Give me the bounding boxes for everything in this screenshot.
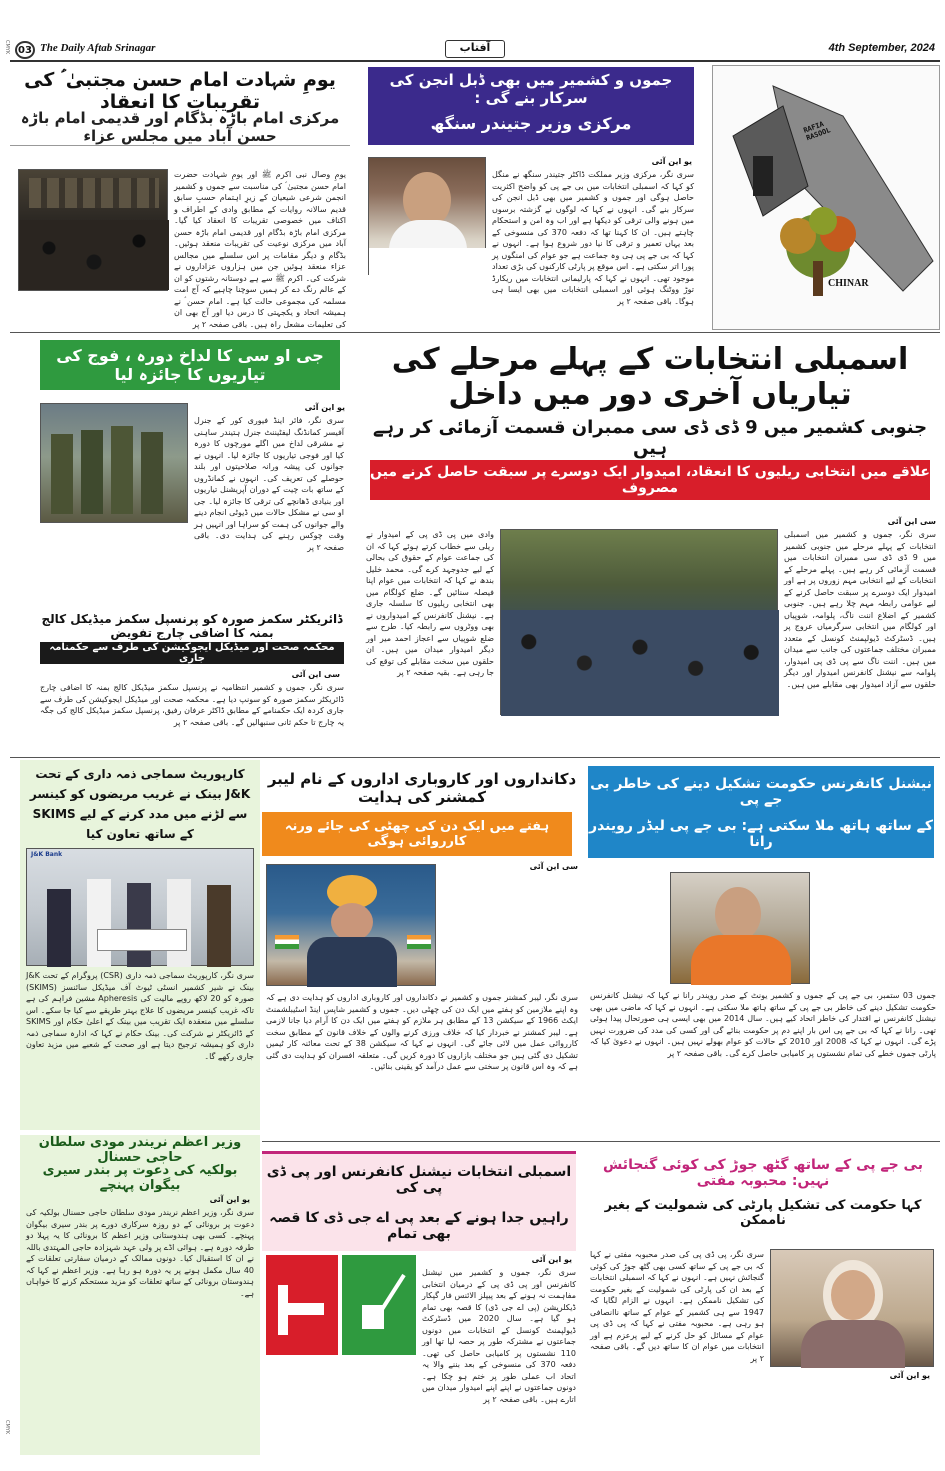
skims-principal-subhead: محکمہ صحت اور میڈیکل ایجوکیشن کی طرف سے حکمنامہ جاری xyxy=(49,642,335,664)
skims-principal-headline: ڈائریکٹر سکمز صورہ کو پرنسپل سکمز میڈیکل کالج بمنہ کا اضافی چارج تفویض xyxy=(41,612,343,640)
story-main xyxy=(360,335,940,755)
goc-photo xyxy=(40,403,188,523)
goc-body-cont xyxy=(40,527,344,599)
shops-subhead: ہفتے میں ایک دن کی چھٹی کی جائے ورنہ کارروائی ہوگی xyxy=(284,819,550,849)
story-imam xyxy=(10,65,350,330)
shops-headline: دکانداروں اور کاروباری اداروں کے نام لیبر کمشنر کی ہدایت xyxy=(267,770,577,806)
main-banner-text: علاقے میں انتخابی ریلیوں کا انعقاد، امیدوار ایک دوسرے پر سبقت حاصل کرنے میں مصروف xyxy=(370,464,930,496)
modi-sultan-body: سری نگر، وزیر اعظم نریندر مودی سلطان حاجی حسنال بولکیہ کی دعوت پر برونائی کے دو روزہ سرکاری دورے پر بندر سیری بیگوان پہنچے۔ کسی بھی ہندوستانی وزیر اعظم کا برونائی کا یہ پہلا دو طرفہ دورہ ہے۔ ہوائی اڈے پر ولی عہد شہزادہ حاجی المہتدی باللہ نے ان کا استقبال کیا۔ دونوں ممالک کے درمیان سفارتی تعلقات کے 40 سال مکمل ہونے پر یہ دورہ ہو رہا ہے۔ وزیر اعظم نے کہا کہ ہندوستان برونائی کے ساتھ تعلقات کو مزید مستحکم کرنے کا خواہاں ہے۔ xyxy=(26,1208,254,1298)
cartoon-drawing xyxy=(713,66,939,329)
main-headline: اسمبلی انتخابات کے پہلے مرحلے کی تیاریاں آخری دور میں داخل xyxy=(391,342,909,412)
masthead xyxy=(10,40,940,60)
bjp-engine-headline-1: جموں و کشمیر میں بھی ڈبل انجن کی سرکار بنے گی : xyxy=(389,71,673,107)
ravinder-body-side xyxy=(814,872,936,984)
jk-bank-photo-logo: J&K Bank xyxy=(31,851,63,858)
story-jk-bank xyxy=(20,760,260,1130)
shops-body-right xyxy=(442,876,578,986)
page-number: 03 xyxy=(18,44,32,56)
ravinder-banner xyxy=(588,766,934,858)
goc-dateline: یو این آئی xyxy=(304,403,345,412)
story-ravinder xyxy=(586,760,940,1138)
mehbooba-photo xyxy=(770,1249,934,1367)
story-modi-sultan xyxy=(20,1135,260,1455)
bjp-engine-body: سری نگر، مرکزی وزیر مملکت ڈاکٹر جتیندر سنگھ نے منگل کو کہا کہ اسمبلی انتخابات میں بی جے پی کو واضح اکثریت حاصل ہوگی اور جموں و کشمیر میں بھی ڈبل انجن کی سرکار بنے گی۔ انہوں نے کہا کہ لوگوں نے گزشتہ برسوں میں ہونے والی ترقی کو دیکھا ہے اور اب وہ امن و استحکام چاہتے ہیں۔ ان کا کہنا تھا کہ دفعہ 370 کی منسوخی کے بعد یہاں تعمیر و ترقی کا نیا دور شروع ہوا ہے۔ انہوں نے کہا کہ بی جے پی ہی وہ جماعت ہے جو عوام کی امنگوں پر پورا اتر سکتی ہے۔ اس موقع پر پارٹی کارکنوں کی بڑی تعداد موجود تھی۔ انہوں نے کہا کہ پارلیمانی انتخابات میں ریکارڈ توڑ ووٹنگ ہوئی اور اسمبلی انتخابات میں بھی ایسا ہی ہوگا۔ باقی صفحہ ۲ پر xyxy=(492,170,694,306)
nc-pdp-dateline: یو این آئی xyxy=(531,1255,572,1264)
labour-commissioner-photo xyxy=(266,864,436,986)
row2-rule xyxy=(10,757,940,758)
jk-bank-body: سری نگر، کارپوریٹ سماجی ذمہ داری (CSR) پروگرام کے تحت J&K بینک نے شیر کشمیر انسٹی ٹیوٹ آف میڈیکل سائنسز (SKIMS) صورہ کو 20 لاکھ روپے مالیت کی Apheresis مشین فراہم کی ہے تاکہ غریب کینسر مریضوں کا علاج بہتر طریقے سے کیا جا سکے۔ اس سلسلے میں منعقدہ ایک تقریب میں بینک کے اعلیٰ حکام اور SKIMS کے ڈائریکٹر نے شرکت کی۔ بینک حکام نے کہا کہ ادارہ سماجی ذمہ داری کو ہمیشہ ترجیح دیتا ہے اور صحت کے شعبے میں مزید تعاون جاری رکھے گا۔ xyxy=(26,971,255,1061)
jk-bank-headline: کارپوریٹ سماجی ذمہ داری کے تحت J&K بینک نے غریب مریضوں کو کینسر سے لڑنے میں مدد کرنے کے لیے SKIMS کے ساتھ تعاون کیا xyxy=(29,767,251,841)
pdp-inkpot-logo xyxy=(342,1255,416,1355)
goc-body: سری نگر، فائر اینڈ فیوری کور کے جنرل آفیسر کمانڈنگ لیفٹیننٹ جنرل ہتیندر ساہنی نے مشرقی لداخ میں اگلے مورچوں کا دورہ کیا اور فوجی تیاریوں کا جائزہ لیا۔ انہوں نے جوانوں کی پیشہ ورانہ صلاحیتوں اور بلند حوصلے کی تعریف کی۔ انہوں نے کمانڈروں کے ساتھ بات چیت کے دوران آپریشنل تیاریوں اور بنیادی ڈھانچے کی ترقی کا جائزہ لیا۔ جی او سی نے مشکل حالات میں ڈیوٹی انجام دینے والے جوانوں کی ہمت کو سراہا اور انہیں ہر وقت چوکس رہنے کی ہدایت دی۔ باقی صفحہ ۲ پر xyxy=(194,416,344,552)
modi-sultan-headline-2: بولکیہ کی دعوت پر بندر سیری بیگوان پہنچے xyxy=(42,1163,238,1193)
nc-pdp-headline-2: راہیں جدا ہونے کے بعد پی اے جی ڈی کا قصہ بھی تمام xyxy=(269,1210,569,1242)
skims-principal-dateline: سی این آئی xyxy=(291,670,340,679)
side-mark-bottom: CMYK xyxy=(4,1420,10,1435)
jitendra-singh-photo xyxy=(368,157,486,275)
cartoon xyxy=(712,65,940,330)
side-mark-top: CMYK xyxy=(4,40,10,55)
main-body-left: وادی میں پی ڈی پی کے امیدوار نے ریلی سے خطاب کرتے ہوئے کہا کہ ان کی جماعت عوام کے حقوق کی بحالی کے لیے جدوجہد کرے گی۔ محمد خلیل بندھ نے کہا کہ انتخابات میں عوام اپنا فیصلہ سنائیں گے۔ ضلع کولگام میں بھی انتخابی ریلیوں کا سلسلہ جاری ہے۔ نیشنل کانفرنس کے امیدواروں نے بھی ووٹروں سے رابطہ کیا۔ طرح سے ضلع شوپیاں سے اعجاز احمد میر اور دیگر امیدوار میدان میں ہیں۔ ان حلقوں میں سخت مقابلے کی توقع کی جا رہی ہے۔ بقیہ صفحہ ۲ پر xyxy=(366,530,494,677)
story-shops xyxy=(262,760,582,1138)
bjp-engine-banner xyxy=(368,67,694,145)
mehbooba-subhead: کہا حکومت کی تشکیل پارٹی کی شمولیت کے بغیر ناممکن xyxy=(604,1198,922,1228)
issue-date: 4th September, 2024 xyxy=(828,42,935,54)
nc-pdp-banner xyxy=(262,1151,576,1251)
logo: آفتاب xyxy=(445,40,505,58)
main-subhead: جنوبی کشمیر میں 9 ڈی ڈی سی ممبران قسمت آزمائی کر رہے ہیں xyxy=(372,417,928,459)
mehbooba-headline: بی جے پی کے ساتھ گٹھ جوڑ کی کوئی گنجائش نہیں: محبوبہ مفتی xyxy=(603,1157,923,1189)
shops-banner xyxy=(262,812,572,856)
ravinder-headline-2: کے ساتھ ہاتھ ملا سکتی ہے: بی جے پی لیڈر رویندر رانا xyxy=(589,818,933,850)
story-goc xyxy=(10,335,350,605)
goc-headline: جی او سی کا لداخ دورہ ، فوج کی تیاریوں کا جائزہ لیا xyxy=(56,346,324,384)
modi-sultan-dateline: یو این آئی xyxy=(209,1195,250,1204)
nc-pdp-logos xyxy=(266,1255,416,1355)
mehbooba-dateline: یو این آئی xyxy=(889,1371,930,1380)
bjp-engine-dateline: یو این آئی xyxy=(651,157,692,166)
masthead-rule xyxy=(10,60,940,62)
story-mehbooba xyxy=(586,1145,940,1460)
nc-pdp-body: سری نگر، جموں و کشمیر میں نیشنل کانفرنس اور پی ڈی پی کے درمیان انتخابی مفاہمت نہ ہونے کے بعد پیپلز الائنس فار گپکار ڈیکلریشن (پی اے جی ڈی) کا قصہ بھی تمام ہو گیا ہے۔ سال 2020 میں ڈسٹرکٹ ڈیولپمنٹ کونسل کے انتخابات میں دونوں جماعتوں نے مشترکہ طور پر حصہ لیا تھا اور 110 نشستوں پر کامیابی حاصل کی تھی۔ دفعہ 370 کی منسوخی کے بعد بننے والا یہ اتحاد اب عملی طور پر ختم ہو چکا ہے۔ دونوں جماعتوں نے اپنے اپنے امیدوار میدان میں اتارے ہیں۔ باقی صفحہ ۲ پر xyxy=(422,1268,576,1404)
nc-pdp-body-left xyxy=(266,1359,416,1455)
story-nc-pdp xyxy=(262,1145,582,1460)
goc-banner xyxy=(40,340,340,390)
main-dateline: سی این آئی xyxy=(887,517,936,526)
cartoon-signature: RAFIA RASOOL xyxy=(802,120,832,143)
jk-bank-photo xyxy=(26,848,254,966)
nc-plough-logo xyxy=(266,1255,338,1355)
cartoon-caption: CHINAR xyxy=(828,278,869,289)
ravinder-headline-1: نیشنل کانفرنس حکومت تشکیل دینے کی خاطر بی جے پی xyxy=(590,776,932,808)
imam-body: یومِ وصال نبی اکرم ﷺ اور یومِ شہادت حضرت امام حسن مجتبیٰ ؑ کی مناسبت سے جموں و کشمیر انجمن شرعی شیعیان کے زیرِ اہتمام حسبِ سابق قدیم سالانہ روایات کے مطابق وادی کے اطراف و اکناف میں خصوصی تقریبات کا انعقاد کیا گیا۔ مرکزی امام باڑہ بڈگام اور قدیمی امام باڑہ حسن آباد میں مرکزی نوعیت کی تقریبات منعقد ہوئیں۔ بڈگام و دیگر مقامات پر اس سلسلے میں مجالس عزاء منعقد ہوئیں جن میں ہزاروں عزاداروں نے شرکت کی۔ اکرم ﷺ سے ہے دوستانہ رشتوں کو ان کے عالم رنگ دے کر ہمیں سوچنا چاہیے کہ آج امت مسلمہ کی مجموعی حالت کیا ہے۔ امام حسن ؑ نے ہمیشہ اتحاد و یکجہتی کا درس دیا اور آج بھی ان کی تعلیمات مشعل راہ ہیں۔ باقی صفحہ ۲ پر xyxy=(174,170,346,329)
skims-principal-body: سری نگر، جموں و کشمیر انتظامیہ نے پرنسپل سکمز میڈیکل کالج بمنہ کا اضافی چارج ڈائریکٹر سکمز صورہ کو سونپ دیا ہے۔ محکمہ صحت اور میڈیکل ایجوکیشن کی طرف سے جاری کردہ ایک حکمنامے کے مطابق ڈاکٹر عرفان رفیق، پرنسپل سکمز میڈیکل کالج کی جگہ یہ چارج تا حکم ثانی سنبھالیں گے۔ باقی صفحہ ۲ پر xyxy=(40,683,344,727)
paper-name: The Daily Aftab Srinagar xyxy=(40,42,156,54)
main-body-right: سری نگر، جموں و کشمیر میں اسمبلی انتخابات کے پہلے مرحلے میں جنوبی کشمیر میں 9 ڈی ڈی سی ممبران انتخابات میں قسمت آزمائی کر رہے ہیں۔ پہلے مرحلے کے انتخابات کے لیے انتخابی مہم زوروں پر ہے اور امیدوار ایک دوسرے پر سبقت حاصل کرنے کے لیے عوامی رابطہ مہم چلا رہے ہیں۔ جنوبی کشمیر کے اضلاع اننت ناگ، پلوامہ، شوپیاں اور کولگام میں انتخابی سرگرمیاں عروج پر ہیں۔ ڈسٹرکٹ ڈیولپمنٹ کونسل کے متعدد ممبران مختلف جماعتوں کی جانب سے میدان میں ہیں۔ اننت ناگ سے پی ڈی پی امیدوار، پلوامہ سے نیشنل کانفرنس امیدوار اور دیگر حلقوں سے آزاد امیدوار بھی مقابلے میں ہیں۔ xyxy=(784,530,937,689)
story-skims-principal xyxy=(10,610,350,755)
page-number-badge xyxy=(15,41,35,59)
imam-rule xyxy=(10,145,350,146)
ravinder-photo xyxy=(670,872,810,984)
imam-headline: یومِ شہادت امام حسن مجتبیٰ ؑ کی تقریبات کا انعقاد xyxy=(24,69,336,113)
row3-rule xyxy=(262,1141,940,1142)
modi-sultan-headline-1: وزیر اعظم نریندر مودی سلطان حاجی حسنال xyxy=(38,1135,242,1165)
skims-principal-subhead-bar xyxy=(40,642,344,664)
imam-subhead: مرکزی امام باڑہ بڈگام اور قدیمی امام باڑہ حسن آباد میں مجلس عزاء xyxy=(20,109,340,145)
row1-rule xyxy=(10,332,940,333)
shops-dateline: سی این آئی xyxy=(529,862,578,871)
main-banner xyxy=(370,460,930,500)
nc-pdp-headline-1: اسمبلی انتخابات نیشنل کانفرنس اور پی ڈی پی کی xyxy=(266,1164,572,1196)
story-bjp-engine xyxy=(360,65,700,330)
shops-body: سری نگر، لیبر کمشنر جموں و کشمیر نے دکانداروں اور کاروباری اداروں کو ہدایت دی ہے کہ وہ اپنے ملازمین کو ہفتے میں ایک دن کی چھٹی دیں۔ جموں و کشمیر شاپس اینڈ اسٹیبلشمنٹ ایکٹ 1966 کے سیکشن 13 کے مطابق ہر ملازم کو ہفتے میں ایک دن کا آرام دیا جانا لازمی ہے۔ لیبر کمشنر نے خبردار کیا کہ خلاف ورزی کرنے والوں کے خلاف قانون کے مطابق سخت کارروائی عمل میں لائی جائے گی۔ انہوں نے کہا کہ سیکشن 38 کے تحت معائنہ کار ٹیمیں تشکیل دی گئی ہیں جو مختلف بازاروں کا دورہ کریں گی۔ متعلقہ افسران کو ہدایت دی گئی ہے کہ وہ اس قانون پر سختی سے عمل درآمد کو یقینی بنائیں۔ xyxy=(266,993,579,1071)
bjp-engine-headline-2: مرکزی وزیر جتیندر سنگھ xyxy=(430,113,632,133)
mehbooba-body: سری نگر، پی ڈی پی کی صدر محبوبہ مفتی نے کہا کہ بی جے پی کے ساتھ کسی بھی گٹھ جوڑ کی کوئی گنجائش نہیں ہے۔ انہوں نے کہا کہ اسمبلی انتخابات کے بعد ان کی پارٹی کی شمولیت کے بغیر حکومت کی تشکیل ناممکن ہے۔ انہوں نے الزام لگایا کہ 1947 سے ہی کشمیر کے عوام کے ساتھ ناانصافی ہو رہی ہے۔ محبوبہ مفتی نے کہا کہ پی ڈی پی عوام کے مسائل کو حل کرنے کے لیے پرعزم ہے اور انتخابات میں عوام ان کا ساتھ دیں گے۔ باقی صفحہ ۲ پر xyxy=(590,1250,764,1363)
main-rally-photo xyxy=(500,529,778,715)
ravinder-body: جموں 03 ستمبر، بی جے پی کے جموں و کشمیر یونٹ کے صدر رویندر رانا نے کہا کہ نیشنل کانفرنس حکومت تشکیل دینے کی خاطر بی جے پی کے ساتھ ہاتھ ملا سکتی ہے۔ انہوں نے کہا کہ ماضی میں بھی نیشنل کانفرنس نے اقتدار کی خاطر اتحاد کیے ہیں۔ سال 2014 میں بھی ایسی ہی صورتحال پیدا ہوئی تھی۔ رانا نے کہا کہ بی جے پی اس بار اپنے دم پر حکومت بنائے گی اور کسی کی مدد کی ضرورت نہیں پڑے گی۔ انہوں نے کہا کہ 2008 اور 2010 کے حالات کو عوام بھولے نہیں ہیں۔ انہوں نے دعویٰ کیا کہ پارٹی جموں خطے کی تمام نشستوں پر کامیابی حاصل کرے گی۔ باقی صفحہ ۲ پر xyxy=(590,991,936,1058)
imam-photo xyxy=(18,169,168,291)
